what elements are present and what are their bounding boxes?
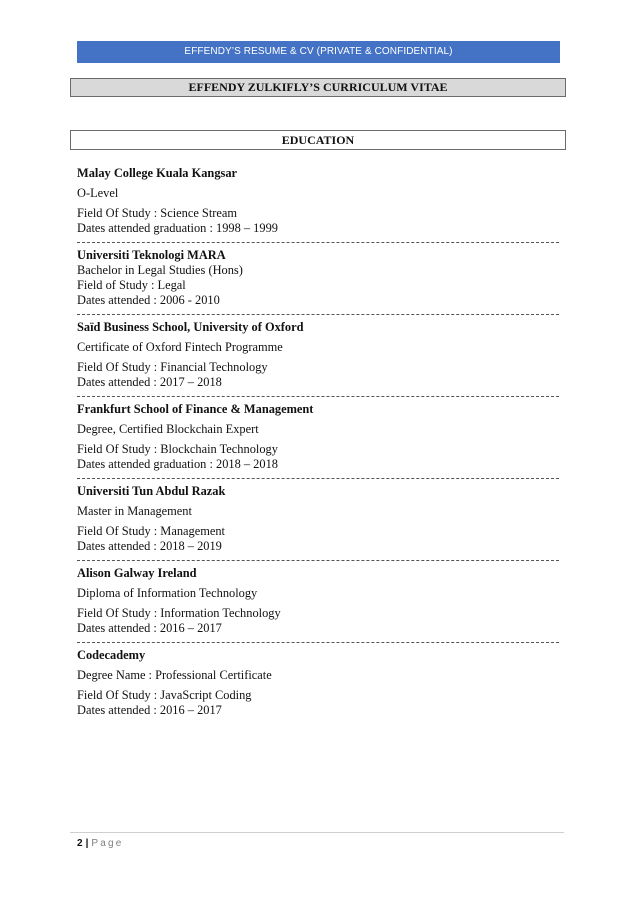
qualification: Degree, Certified Blockchain Expert [77,422,259,436]
dashed-separator [77,390,561,402]
institution-name: Universiti Tun Abdul Razak [77,484,226,498]
footer-rule [70,832,564,833]
qualification: Certificate of Oxford Fintech Programme [77,340,283,354]
dates-attended: Dates attended : 2016 – 2017 [77,703,222,717]
education-entry [77,566,561,636]
institution-name: Universiti Teknologi MARA [77,248,226,262]
qualification: Master in Management [77,504,192,518]
qualification: Degree Name : Professional Certificate [77,668,272,682]
dashed-separator [77,472,561,484]
dashed-separator [77,636,561,648]
dashed-separator [77,554,561,566]
dates-attended: Dates attended : 2006 - 2010 [77,293,220,307]
dates-attended: Dates attended graduation : 2018 – 2018 [77,457,278,471]
qualification: Bachelor in Legal Studies (Hons) [77,263,243,277]
section-heading-text: EDUCATION [281,133,355,147]
dates-attended: Dates attended : 2018 – 2019 [77,539,222,553]
field-of-study: Field Of Study : Blockchain Technology [77,442,278,456]
footer-separator: | [85,838,89,849]
institution-name: Malay College Kuala Kangsar [77,166,238,180]
education-list [77,166,561,718]
field-of-study: Field Of Study : Management [77,524,225,538]
cv-title-text: EFFENDY ZULKIFLY’S CURRICULUM VITAE [188,80,448,94]
dates-attended: Dates attended graduation : 1998 – 1999 [77,221,278,235]
institution-name: Frankfurt School of Finance & Management [77,402,314,416]
section-heading-education [70,130,566,150]
education-entry [77,402,561,472]
education-entry [77,248,561,308]
institution-name: Alison Galway Ireland [77,566,197,580]
dashed-separator [77,308,561,320]
dashed-separator [77,236,561,248]
page-number: 2 [77,838,83,849]
institution-name: Saïd Business School, University of Oxford [77,320,304,334]
institution-name: Codecademy [77,648,146,662]
field-of-study: Field Of Study : JavaScript Coding [77,688,252,702]
field-of-study: Field Of Study : Information Technology [77,606,281,620]
field-of-study: Field Of Study : Science Stream [77,206,238,220]
field-of-study: Field Of Study : Financial Technology [77,360,268,374]
field-of-study: Field of Study : Legal [77,278,186,292]
education-entry [77,166,561,236]
education-entry [77,648,561,718]
education-entry [77,484,561,554]
cv-title [70,78,566,97]
qualification: O-Level [77,186,119,200]
dates-attended: Dates attended : 2016 – 2017 [77,621,222,635]
page-footer [77,837,124,851]
page-label: Page [91,838,124,849]
header-banner [77,41,560,63]
education-entry [77,320,561,390]
qualification: Diploma of Information Technology [77,586,258,600]
header-banner-text: EFFENDY’S RESUME & CV (PRIVATE & CONFIDENTIAL) [184,46,453,57]
dates-attended: Dates attended : 2017 – 2018 [77,375,222,389]
